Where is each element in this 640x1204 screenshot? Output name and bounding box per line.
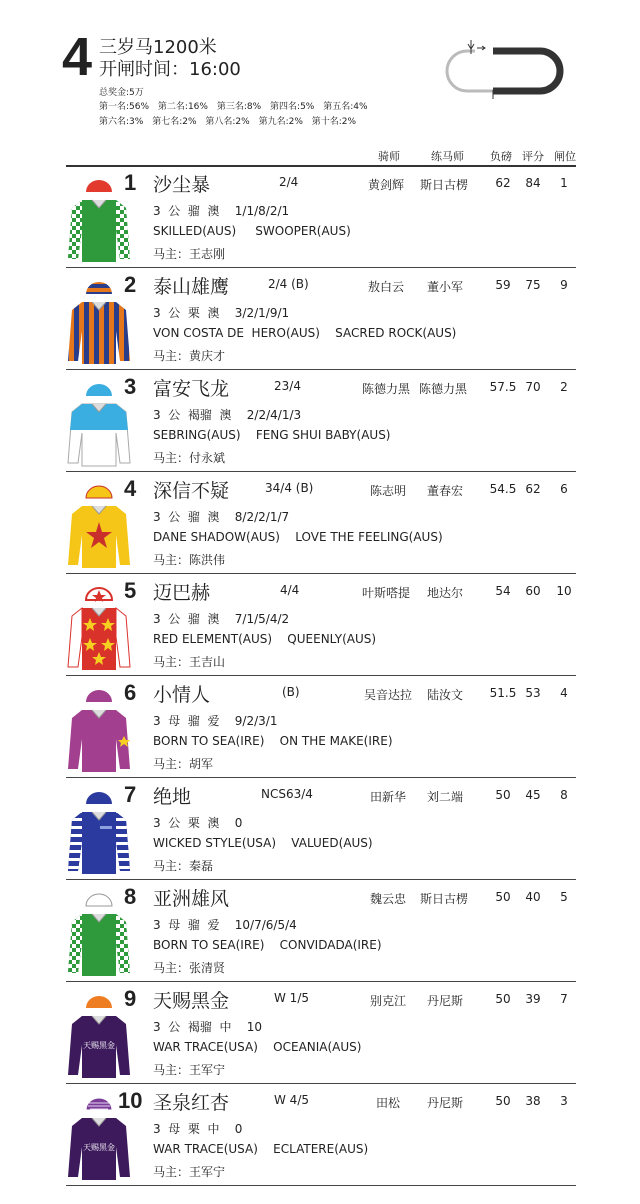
owner: 马主：王吉山 bbox=[153, 655, 226, 669]
col-weight: 负磅 bbox=[490, 150, 512, 163]
prize-row-2 bbox=[99, 114, 362, 127]
owner: 马主：秦磊 bbox=[153, 859, 214, 873]
weight: 59 bbox=[495, 278, 511, 292]
horse-info: 3 母 栗 中 0 bbox=[153, 1122, 243, 1136]
recent-form: 2/4 bbox=[279, 175, 299, 189]
rating: 45 bbox=[525, 788, 541, 802]
draw: 8 bbox=[560, 788, 568, 802]
horse-info: 3 公 骝 澳 7/1/5/4/2 bbox=[153, 612, 290, 626]
runner-row bbox=[0, 880, 640, 982]
rating: 39 bbox=[525, 992, 541, 1006]
runner-number: 10 bbox=[118, 1088, 143, 1113]
runner-number: 6 bbox=[124, 680, 137, 705]
pedigree: SKILLED(AUS) SWOOPER(AUS) bbox=[153, 224, 351, 238]
weight: 57.5 bbox=[489, 380, 517, 394]
trainer-name: 董春宏 bbox=[427, 484, 464, 498]
runner-number: 1 bbox=[124, 170, 137, 195]
pedigree: RED ELEMENT(AUS) QUEENLY(AUS) bbox=[153, 632, 377, 646]
draw: 10 bbox=[556, 584, 572, 598]
rating: 60 bbox=[525, 584, 541, 598]
prize-share: 第六名:3% bbox=[99, 117, 144, 127]
runner-row bbox=[0, 676, 640, 778]
owner: 马主：王志刚 bbox=[153, 247, 226, 261]
horse-name[interactable]: 小情人 bbox=[153, 684, 211, 706]
prize-share: 第七名:2% bbox=[152, 117, 197, 127]
horse-name[interactable]: 圣泉红杏 bbox=[153, 1092, 230, 1114]
owner: 马主：陈洪伟 bbox=[153, 553, 226, 567]
column-headers bbox=[0, 148, 640, 164]
weight: 54 bbox=[495, 584, 511, 598]
horse-info: 3 公 栗 澳 3/2/1/9/1 bbox=[153, 306, 290, 320]
recent-form: W 1/5 bbox=[274, 991, 309, 1005]
horse-name[interactable]: 亚洲雄风 bbox=[153, 888, 230, 910]
pedigree: BORN TO SEA(IRE) ON THE MAKE(IRE) bbox=[153, 734, 393, 748]
owner: 马主：王军宁 bbox=[153, 1165, 226, 1179]
rating: 53 bbox=[525, 686, 541, 700]
trainer-name: 斯日古楞 bbox=[420, 892, 469, 906]
runner-number: 7 bbox=[124, 782, 137, 807]
recent-form: 34/4 (B) bbox=[265, 481, 314, 495]
pedigree: WICKED STYLE(USA) VALUED(AUS) bbox=[153, 836, 373, 850]
prize-share: 第九名:2% bbox=[258, 117, 303, 127]
svg-text:天赐黑金: 天赐黑金 bbox=[83, 1041, 115, 1050]
svg-text:天赐黑金: 天赐黑金 bbox=[83, 1143, 115, 1152]
horse-name[interactable]: 富安飞龙 bbox=[153, 378, 230, 400]
jockey-name: 黄剑辉 bbox=[368, 178, 405, 192]
rating: 75 bbox=[525, 278, 541, 292]
race-header bbox=[0, 0, 640, 165]
prize-share: 第八名:2% bbox=[205, 117, 250, 127]
trainer-name: 董小军 bbox=[427, 280, 464, 294]
race-title: 三岁马1200米 bbox=[99, 37, 217, 58]
runner-number: 2 bbox=[124, 272, 137, 297]
trainer-name: 地达尔 bbox=[427, 586, 464, 600]
trainer-name: 刘二端 bbox=[427, 790, 464, 804]
horse-name[interactable]: 绝地 bbox=[153, 786, 192, 808]
draw: 6 bbox=[560, 482, 568, 496]
horse-info: 3 母 骝 爱 9/2/3/1 bbox=[153, 714, 278, 728]
weight: 51.5 bbox=[489, 686, 517, 700]
horse-name[interactable]: 天赐黑金 bbox=[153, 990, 230, 1012]
runner-row bbox=[0, 472, 640, 574]
weight: 54.5 bbox=[489, 482, 517, 496]
owner: 马主：付永斌 bbox=[153, 451, 226, 465]
runner-number: 4 bbox=[124, 476, 137, 501]
runner-number: 3 bbox=[124, 374, 137, 399]
runner-number: 9 bbox=[124, 986, 137, 1011]
pedigree: DANE SHADOW(AUS) LOVE THE FEELING(AUS) bbox=[153, 530, 443, 544]
prize-share: 第十名:2% bbox=[311, 117, 357, 127]
trainer-name: 陆汝文 bbox=[427, 688, 464, 702]
jockey-name: 魏云忠 bbox=[370, 892, 407, 906]
recent-form: 23/4 bbox=[274, 379, 301, 393]
jockey-name: 陈志明 bbox=[370, 484, 407, 498]
total-prize: 总奖金:5万 bbox=[99, 88, 144, 98]
prize-row-1 bbox=[99, 99, 374, 112]
weight: 50 bbox=[495, 890, 511, 904]
horse-name[interactable]: 沙尘暴 bbox=[153, 174, 211, 196]
owner: 马主：张清贤 bbox=[153, 961, 226, 975]
weight: 50 bbox=[495, 992, 511, 1006]
horse-info: 3 母 骝 爱 10/7/6/5/4 bbox=[153, 918, 297, 932]
jockey-name: 田新华 bbox=[370, 790, 407, 804]
owner: 马主：胡军 bbox=[153, 757, 214, 771]
draw: 3 bbox=[560, 1094, 568, 1108]
runner-row bbox=[0, 370, 640, 472]
prize-share: 第三名:8% bbox=[216, 102, 262, 112]
rating: 62 bbox=[525, 482, 541, 496]
race-number: 4 bbox=[62, 27, 93, 87]
recent-form: W 4/5 bbox=[274, 1093, 309, 1107]
trainer-name: 斯日古楞 bbox=[420, 178, 469, 192]
runner-row bbox=[0, 574, 640, 676]
runner-number: 5 bbox=[124, 578, 137, 603]
runner-row bbox=[0, 1084, 640, 1186]
runner-number: 8 bbox=[124, 884, 137, 909]
draw: 7 bbox=[560, 992, 568, 1006]
rating: 70 bbox=[525, 380, 541, 394]
recent-form: NCS63/4 bbox=[261, 787, 313, 801]
pedigree: BORN TO SEA(IRE) CONVIDADA(IRE) bbox=[153, 938, 382, 952]
pedigree: VON COSTA DE HERO(AUS) SACRED ROCK(AUS) bbox=[153, 326, 457, 340]
draw: 5 bbox=[560, 890, 568, 904]
horse-info: 3 公 褐骝 中 10 bbox=[153, 1020, 263, 1034]
divider bbox=[66, 1185, 576, 1186]
draw: 1 bbox=[560, 176, 568, 190]
prize-share: 第五名:4% bbox=[323, 102, 368, 112]
race-start-time: 开闸时间：16:00 bbox=[99, 59, 241, 80]
horse-info: 3 公 栗 澳 0 bbox=[153, 816, 243, 830]
horse-info: 3 公 骝 澳 8/2/2/1/7 bbox=[153, 510, 290, 524]
jockey-name: 陈德力黑 bbox=[362, 382, 411, 396]
col-rating: 评分 bbox=[522, 150, 544, 163]
track-diagram-icon bbox=[445, 36, 580, 106]
jockey-name: 敖白云 bbox=[368, 280, 405, 294]
jockey-name: 田松 bbox=[376, 1096, 401, 1110]
jockey-name: 别克江 bbox=[370, 994, 407, 1008]
recent-form: (B) bbox=[282, 685, 300, 699]
jockey-name: 叶斯嗒提 bbox=[362, 586, 411, 600]
runner-row bbox=[0, 778, 640, 880]
recent-form: 4/4 bbox=[280, 583, 300, 597]
horse-name[interactable]: 泰山雄鹰 bbox=[153, 276, 230, 298]
runner-row bbox=[0, 982, 640, 1084]
weight: 50 bbox=[495, 1094, 511, 1108]
runner-row bbox=[0, 268, 640, 370]
rating: 40 bbox=[525, 890, 541, 904]
owner: 马主：王军宁 bbox=[153, 1063, 226, 1077]
pedigree: WAR TRACE(USA) OCEANIA(AUS) bbox=[153, 1040, 362, 1054]
draw: 2 bbox=[560, 380, 568, 394]
horse-info: 3 公 骝 澳 1/1/8/2/1 bbox=[153, 204, 290, 218]
horse-name[interactable]: 迈巴赫 bbox=[153, 582, 211, 604]
jockey-name: 吴音达拉 bbox=[364, 688, 413, 702]
trainer-name: 陈德力黑 bbox=[419, 382, 468, 396]
prize-share: 第四名:5% bbox=[270, 102, 315, 112]
col-jockey: 骑师 bbox=[378, 150, 400, 163]
prize-share: 第一名:56% bbox=[99, 102, 150, 112]
owner: 马主：黄庆才 bbox=[153, 349, 226, 363]
weight: 62 bbox=[495, 176, 511, 190]
recent-form: 2/4 (B) bbox=[268, 277, 309, 291]
trainer-name: 丹尼斯 bbox=[427, 1096, 464, 1110]
col-draw: 闸位 bbox=[554, 150, 576, 163]
draw: 9 bbox=[560, 278, 568, 292]
draw: 4 bbox=[560, 686, 568, 700]
prize-share: 第二名:16% bbox=[157, 102, 208, 112]
rating: 38 bbox=[525, 1094, 541, 1108]
col-trainer: 练马师 bbox=[431, 150, 464, 163]
pedigree: WAR TRACE(USA) ECLATERE(AUS) bbox=[153, 1142, 369, 1156]
pedigree: SEBRING(AUS) FENG SHUI BABY(AUS) bbox=[153, 428, 391, 442]
weight: 50 bbox=[495, 788, 511, 802]
horse-info: 3 公 褐骝 澳 2/2/4/1/3 bbox=[153, 408, 302, 422]
rating: 84 bbox=[525, 176, 541, 190]
horse-name[interactable]: 深信不疑 bbox=[153, 480, 230, 502]
trainer-name: 丹尼斯 bbox=[427, 994, 464, 1008]
runner-row bbox=[0, 166, 640, 268]
